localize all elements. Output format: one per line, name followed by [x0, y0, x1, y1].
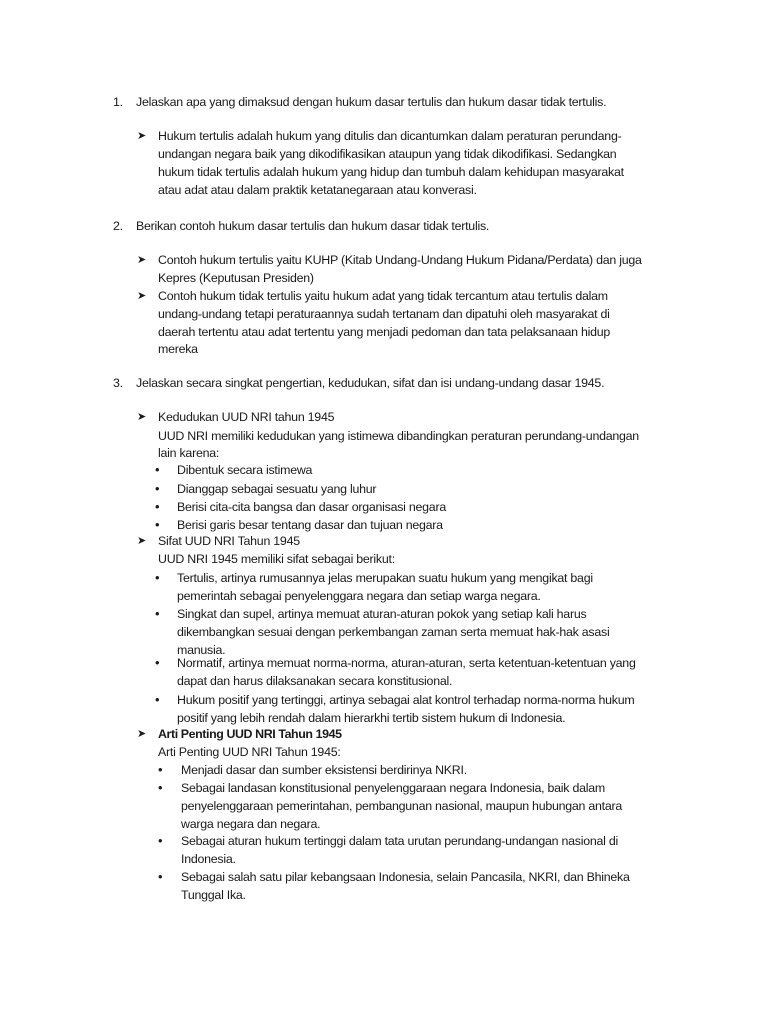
list-item: Singkat dan supel, artinya memuat aturan-aturan pokok yang setiap kali harus — [177, 607, 587, 621]
section-intro: lain karena: — [158, 446, 220, 460]
bullet-dot-icon: • — [155, 570, 160, 585]
bullet-dot-icon: • — [155, 481, 160, 496]
arrow-bullet-icon: ➤ — [137, 411, 146, 423]
answer-line: atau adat atau dalam praktik ketatanegaraan atau konverasi. — [158, 183, 477, 197]
answer-line: undangan negara baik yang dikodifikasikan ataupun yang tidak dikodifikasi. Sedangkan — [158, 147, 617, 161]
list-item: warga negara dan negara. — [181, 817, 321, 831]
arrow-bullet-icon: ➤ — [137, 290, 146, 302]
bullet-dot-icon: • — [155, 517, 160, 532]
list-item: Menjadi dasar dan sumber eksistensi berdirinya NKRI. — [181, 763, 467, 777]
question-number: 2. — [113, 219, 123, 233]
section-intro: UUD NRI memiliki kedudukan yang istimewa dibandingkan peraturan perundang-undangan — [158, 429, 639, 443]
answer-line: hukum tidak tertulis adalah hukum yang hidup dan tumbuh dalam kehidupan masyarakat — [158, 165, 624, 179]
list-item: Berisi garis besar tentang dasar dan tujuan negara — [177, 518, 443, 532]
list-item: Hukum positif yang tertinggi, artinya sebagai alat kontrol terhadap norma-norma hukum — [177, 693, 635, 707]
bullet-dot-icon: • — [155, 692, 160, 707]
arrow-bullet-icon: ➤ — [137, 728, 146, 740]
question-number: 1. — [113, 95, 123, 109]
list-item: Normatif, artinya memuat norma-norma, aturan-aturan, serta ketentuan-ketentuan yang — [177, 656, 636, 670]
list-item: Tertulis, artinya rumusannya jelas merupakan suatu hukum yang mengikat bagi — [177, 571, 593, 585]
bullet-dot-icon: • — [158, 780, 163, 795]
section-intro: UUD NRI 1945 memiliki sifat sebagai berikut: — [158, 552, 395, 566]
question-1: Jelaskan apa yang dimaksud dengan hukum dasar tertulis dan hukum dasar tidak tertulis. — [136, 95, 607, 109]
arrow-bullet-icon: ➤ — [137, 254, 146, 266]
list-item: pemerintah sebagai penyelenggara negara dan setiap warga negara. — [177, 589, 541, 603]
answer-line: Contoh hukum tertulis yaitu KUHP (Kitab Undang-Undang Hukum Pidana/Perdata) dan juga — [158, 253, 642, 267]
list-item: Berisi cita-cita bangsa dan dasar organisasi negara — [177, 500, 446, 514]
section-intro: Arti Penting UUD NRI Tahun 1945: — [158, 745, 341, 759]
list-item: manusia. — [177, 643, 226, 657]
answer-line: undang-undang tetapi peraturaannya sudah tertanam dan dipatuhi oleh masyarakat di — [158, 307, 610, 321]
bullet-dot-icon: • — [155, 499, 160, 514]
bullet-dot-icon: • — [155, 606, 160, 621]
list-item: positif yang lebih rendah dalam hierarkhi tertib sistem hukum di Indonesia. — [177, 711, 566, 725]
bullet-dot-icon: • — [158, 869, 163, 884]
list-item: dapat dan harus dilaksanakan secara konstitusional. — [177, 674, 453, 688]
arrow-bullet-icon: ➤ — [137, 535, 146, 547]
list-item: Sebagai salah satu pilar kebangsaan Indonesia, selain Pancasila, NKRI, dan Bhineka — [181, 870, 630, 884]
list-item: Indonesia. — [181, 852, 236, 866]
bullet-dot-icon: • — [155, 462, 160, 477]
answer-line: Contoh hukum tidak tertulis yaitu hukum adat yang tidak tercantum atau tertulis dalam — [158, 289, 608, 303]
answer-line: Kepres (Keputusan Presiden) — [158, 271, 314, 285]
question-number: 3. — [113, 376, 123, 390]
bullet-dot-icon: • — [158, 833, 163, 848]
section-heading: Sifat UUD NRI Tahun 1945 — [158, 534, 300, 548]
arrow-bullet-icon: ➤ — [137, 130, 146, 142]
list-item: Dianggap sebagai sesuatu yang luhur — [177, 482, 377, 496]
list-item: Sebagai aturan hukum tertinggi dalam tata urutan perundang-undangan nasional di — [181, 834, 618, 848]
section-heading: Kedudukan UUD NRI tahun 1945 — [158, 410, 335, 424]
answer-line: daerah tertentu atau adat tertentu yang menjadi pedoman dan tata pelaksanaan hidup — [158, 325, 611, 339]
list-item: Dibentuk secara istimewa — [177, 463, 313, 477]
list-item: Sebagai landasan konstitusional penyelenggaraan negara Indonesia, baik dalam — [181, 781, 605, 795]
list-item: penyelenggaraan pemerintahan, pembangunan nasional, maupun hubungan antara — [181, 799, 623, 813]
list-item: dikembangkan sesuai dengan perkembangan zaman serta memuat hak-hak asasi — [177, 625, 610, 639]
list-item: Tunggal Ika. — [181, 888, 246, 902]
bullet-dot-icon: • — [158, 762, 163, 777]
section-heading: Arti Penting UUD NRI Tahun 1945 — [158, 727, 342, 741]
question-3: Jelaskan secara singkat pengertian, kedudukan, sifat dan isi undang-undang dasar 1945. — [136, 376, 605, 390]
answer-line: mereka — [158, 342, 198, 356]
answer-line: Hukum tertulis adalah hukum yang ditulis dan dicantumkan dalam peraturan perundang- — [158, 129, 622, 143]
bullet-dot-icon: • — [155, 655, 160, 670]
question-2: Berikan contoh hukum dasar tertulis dan hukum dasar tidak tertulis. — [136, 219, 490, 233]
